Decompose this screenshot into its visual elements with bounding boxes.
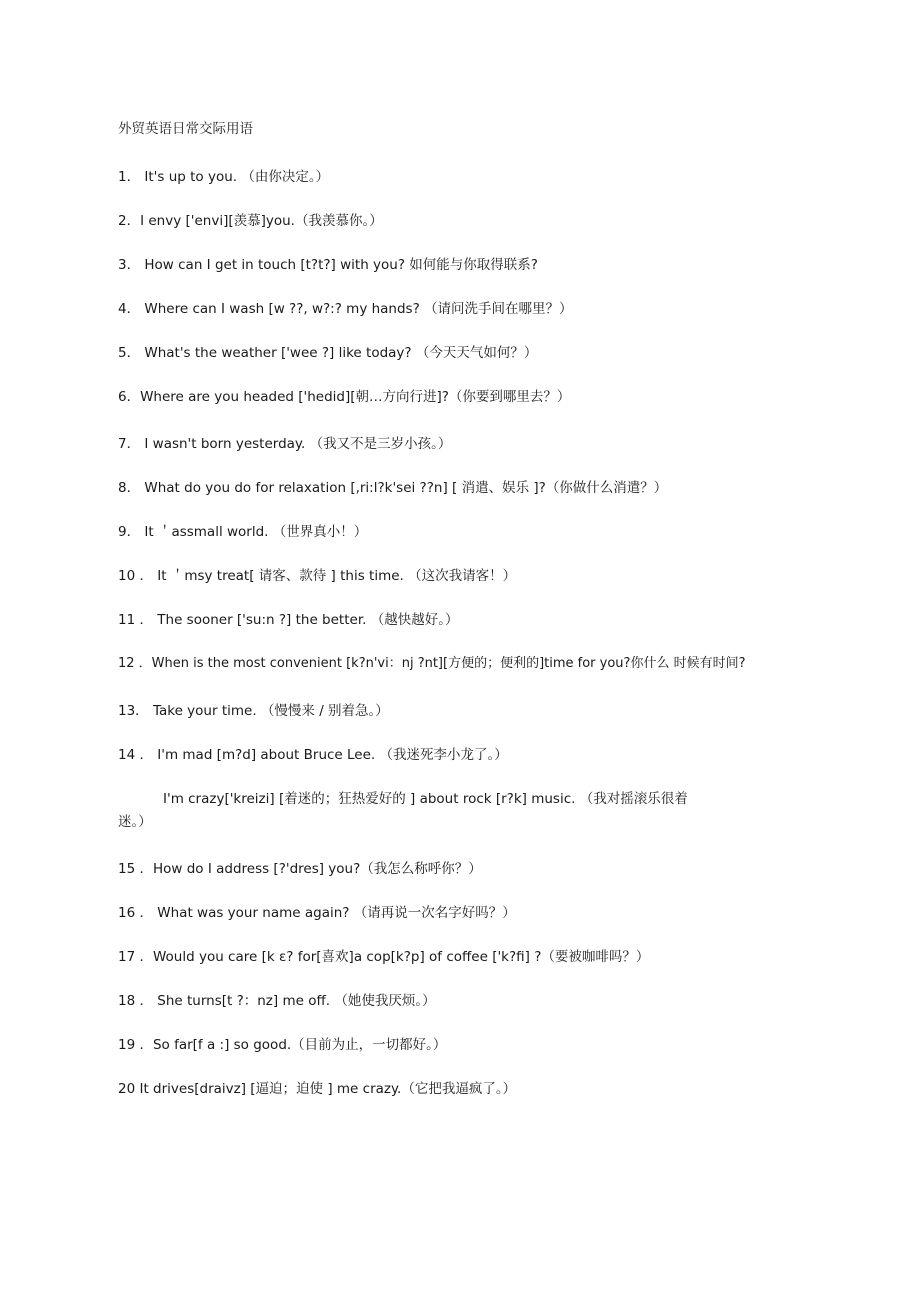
phrase-12: 12 ．When is the most convenient [k?n'vi：nj ?nt][方便的；便利的]time for you?你什么 时候有时间? — [118, 656, 746, 671]
phrase-13: 13． Take your time. （慢慢来 / 别着急。） — [118, 703, 389, 719]
phrase-7: 7． I wasn't born yesterday. （我又不是三岁小孩。） — [118, 436, 452, 452]
phrase-14-sub-line-1: I'm crazy['kreizi] [着迷的；狂热爱好的 ] about rock [r?k] music. （我对摇滚乐很着 — [163, 791, 688, 807]
phrase-15: 15 ．How do I address [?'dres] you?（我怎么称呼你？） — [118, 861, 482, 877]
phrase-18: 18 ． She turns[t ?：nz] me off. （她使我厌烦。） — [118, 993, 436, 1009]
phrase-8: 8． What do you do for relaxation [,ri:l?k'sei ??n] [ 消遣、娱乐 ]?（你做什么消遣？） — [118, 480, 668, 496]
document-title: 外贸英语日常交际用语 — [118, 121, 253, 137]
phrase-17: 17 ．Would you care [k ε? for[喜欢]a cop[k?p] of coffee ['k?fi] ?（要被咖啡吗？） — [118, 949, 650, 965]
phrase-4: 4． Where can I wash [w ??, w?:? my hands? （请问洗手间在哪里？） — [118, 301, 573, 317]
phrase-2: 2．I envy ['envi][羡慕]you.（我羡慕你。） — [118, 213, 383, 229]
phrase-14-sub-line-2: 迷。） — [118, 814, 152, 830]
phrase-9: 9． It ＇assmall world. （世界真小！） — [118, 524, 368, 540]
phrase-5: 5． What's the weather ['wee ?] like today? （今天天气如何？） — [118, 345, 538, 361]
phrase-19: 19 ．So far[f a :] so good.（目前为止，一切都好。） — [118, 1037, 447, 1053]
phrase-14: 14 ． I'm mad [m?d] about Bruce Lee. （我迷死李小龙了。） — [118, 747, 508, 763]
phrase-20: 20 It drives[draivz] [逼迫；迫使 ] me crazy.（它把我逼疯了。） — [118, 1081, 517, 1097]
phrase-10: 10 ． It ＇msy treat[ 请客、款待 ] this time. （这次我请客！） — [118, 568, 517, 584]
phrase-11: 11 ． The sooner ['su:n ?] the better. （越快越好。） — [118, 612, 459, 628]
phrase-1: 1． It's up to you. （由你决定。） — [118, 169, 330, 185]
phrase-3: 3． How can I get in touch [t?t?] with you? 如何能与你取得联系? — [118, 257, 538, 273]
phrase-16: 16 ． What was your name again? （请再说一次名字好吗？） — [118, 905, 516, 921]
phrase-6: 6．Where are you headed ['hedid][朝…方向行进]?（你要到哪里去？） — [118, 389, 571, 405]
